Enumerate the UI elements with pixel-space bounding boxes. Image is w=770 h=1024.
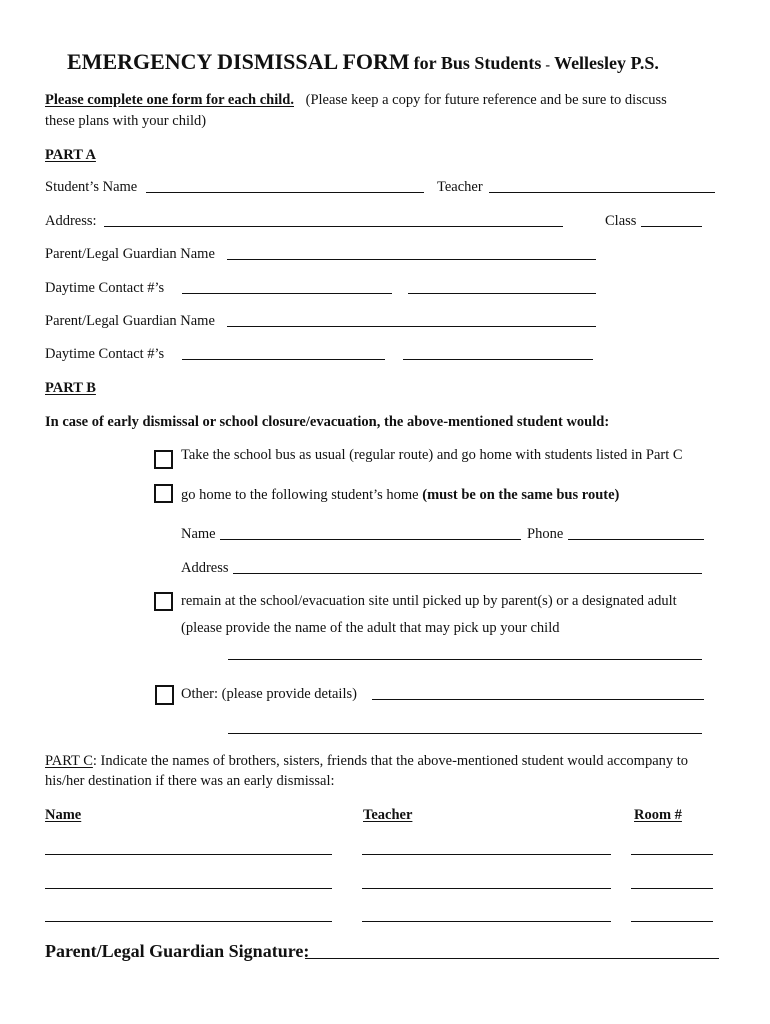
option-student-home-text: go home to the following student’s home <box>181 487 419 503</box>
class-field[interactable] <box>641 226 702 227</box>
intro-rest-1: (Please keep a copy for future reference and be sure to discuss <box>305 92 667 108</box>
other-details-field-1[interactable] <box>372 699 704 700</box>
home-address-label: Address <box>181 560 229 576</box>
option-student-home-checkbox[interactable] <box>154 484 173 503</box>
name-label: Name <box>181 526 216 542</box>
guardian-name-label-2: Parent/Legal Guardian Name <box>45 313 215 329</box>
column-room-header: Room # <box>634 807 682 823</box>
option-student-home-note: (must be on the same bus route) <box>422 487 620 503</box>
part-c-text-1: : Indicate the names of brothers, sisters, friends that the above-mentioned student would accompany to <box>92 753 689 769</box>
intro-line-1 <box>45 93 667 108</box>
contact-field-2b[interactable] <box>403 359 593 360</box>
adult-name-field[interactable] <box>228 659 702 660</box>
option-bus-label: Take the school bus as usual (regular route) and go home with students listed in Part C <box>181 447 683 463</box>
home-address-field[interactable] <box>233 573 702 574</box>
row-1-room-field[interactable] <box>631 854 713 855</box>
part-a-heading: PART A <box>45 147 96 163</box>
part-c-heading: PART C <box>45 753 93 769</box>
guardian-name-field-1[interactable] <box>227 259 596 260</box>
contact-label-2: Daytime Contact #’s <box>45 346 165 362</box>
option-other-checkbox[interactable] <box>155 685 174 705</box>
row-2-teacher-field[interactable] <box>362 888 611 889</box>
part-b-heading: PART B <box>45 380 96 396</box>
title-dash: - <box>545 58 551 73</box>
address-field[interactable] <box>104 226 563 227</box>
column-teacher-header: Teacher <box>363 807 413 823</box>
row-1-teacher-field[interactable] <box>362 854 611 855</box>
signature-label: Parent/Legal Guardian Signature: <box>45 941 310 961</box>
address-label: Address: <box>45 213 97 229</box>
contact-field-1a[interactable] <box>182 293 392 294</box>
contact-field-1b[interactable] <box>408 293 596 294</box>
contact-label-1: Daytime Contact #’s <box>45 280 165 296</box>
student-name-field[interactable] <box>146 192 424 193</box>
row-1-name-field[interactable] <box>45 854 332 855</box>
teacher-label: Teacher <box>437 179 483 195</box>
row-2-room-field[interactable] <box>631 888 713 889</box>
option-bus-checkbox[interactable] <box>154 450 173 469</box>
option-remain-checkbox[interactable] <box>154 592 173 611</box>
intro-bold: Please complete one form for each child. <box>45 92 294 108</box>
row-3-teacher-field[interactable] <box>362 921 611 922</box>
row-3-room-field[interactable] <box>631 921 713 922</box>
part-b-instruction: In case of early dismissal or school closure/evacuation, the above-mentioned student would: <box>45 414 610 430</box>
row-2-name-field[interactable] <box>45 888 332 889</box>
contact-field-2a[interactable] <box>182 359 385 360</box>
option-remain-label: remain at the school/evacuation site until picked up by parent(s) or a designated adult <box>181 593 677 609</box>
title-sub: for Bus Students <box>413 53 542 73</box>
column-name-header: Name <box>45 807 82 823</box>
option-student-home-label <box>181 488 619 503</box>
phone-field[interactable] <box>568 539 704 540</box>
title-main: EMERGENCY DISMISSAL FORM <box>67 49 410 74</box>
signature-field[interactable] <box>305 958 719 959</box>
other-details-field-2[interactable] <box>228 733 702 734</box>
option-remain-note: (please provide the name of the adult that may pick up your child <box>181 620 560 636</box>
intro-rest-2: these plans with your child) <box>45 113 207 129</box>
option-other-label: Other: (please provide details) <box>181 686 357 702</box>
guardian-name-label-1: Parent/Legal Guardian Name <box>45 246 215 262</box>
teacher-field[interactable] <box>489 192 715 193</box>
guardian-name-field-2[interactable] <box>227 326 596 327</box>
name-field[interactable] <box>220 539 521 540</box>
class-label: Class <box>605 213 637 229</box>
part-c-line-1 <box>45 754 688 769</box>
row-3-name-field[interactable] <box>45 921 332 922</box>
form-title <box>67 51 659 73</box>
student-name-label: Student’s Name <box>45 179 138 195</box>
part-c-text-2: his/her destination if there was an early dismissal: <box>45 773 335 789</box>
phone-label: Phone <box>527 526 564 542</box>
title-school: Wellesley P.S. <box>554 53 659 73</box>
